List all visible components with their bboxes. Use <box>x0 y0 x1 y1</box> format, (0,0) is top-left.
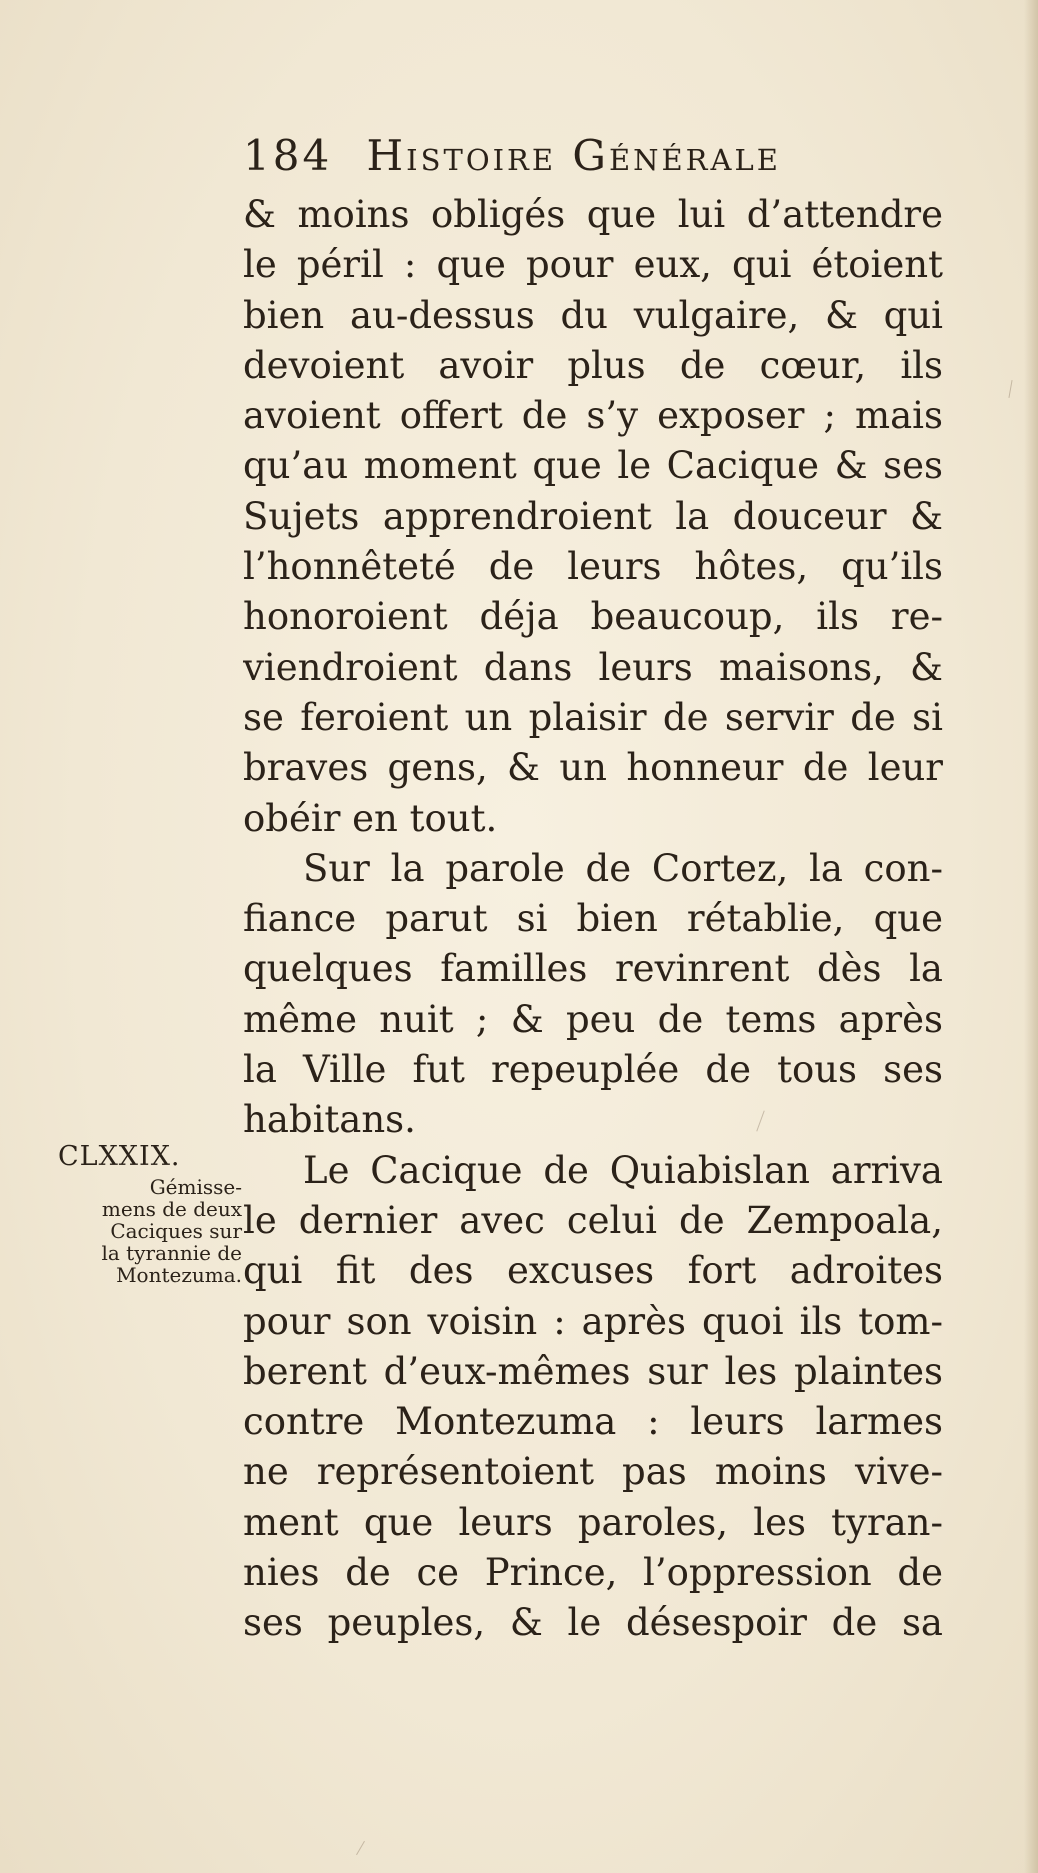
page-number: 184 <box>243 131 333 180</box>
gloss-line: la tyrannie de <box>101 1241 242 1265</box>
gloss-line: Montezuma. <box>116 1263 242 1287</box>
gloss-line: mens de deux <box>101 1197 242 1221</box>
text-line: ne représentoient pas moins vive- <box>243 1450 943 1494</box>
section-number: CLXXIX. <box>58 1141 181 1172</box>
text-line: qui fit des excuses fort adroites <box>243 1249 943 1293</box>
ink-speck <box>356 1841 365 1855</box>
text-line: même nuit ; & peu de tems après <box>243 997 943 1041</box>
running-title: Histoire Générale <box>366 131 781 180</box>
text-line: nies de ce Prince, l’oppression de <box>243 1551 943 1595</box>
text-line: berent d’eux-mêmes sur les plaintes <box>243 1349 943 1393</box>
text-line: obéir en tout. <box>243 796 498 840</box>
text-line: honoroient déja beaucoup, ils re- <box>243 595 943 639</box>
page-edge-shadow <box>1024 0 1038 1873</box>
text-line: bien au-dessus du vulgaire, & qui <box>243 293 943 337</box>
text-line: qu’au moment que le Cacique & ses <box>243 444 943 488</box>
running-header <box>243 128 933 184</box>
text-line: braves gens, & un honneur de leur <box>243 746 943 790</box>
text-line: ses peuples, & le désespoir de sa <box>243 1601 943 1645</box>
text-line: le dernier avec celui de Zempoala, <box>243 1198 943 1242</box>
gloss-line: Gémisse- <box>149 1175 242 1199</box>
text-line: avoient offert de s’y exposer ; mais <box>243 394 943 438</box>
text-line: Sujets apprendroient la douceur & <box>243 494 943 538</box>
text-line: contre Montezuma : leurs larmes <box>243 1400 943 1444</box>
text-line: l’honnêteté de leurs hôtes, qu’ils <box>243 545 943 589</box>
margin-gloss <box>52 1176 242 1286</box>
text-line: ment que leurs paroles, les tyran- <box>243 1500 943 1544</box>
text-line: habitans. <box>243 1098 416 1142</box>
text-line: le péril : que pour eux, qui étoient <box>243 243 943 287</box>
text-line: Le Cacique de Quiabislan arriva <box>303 1148 943 1192</box>
ink-speck <box>1008 380 1012 398</box>
text-line: la Ville fut repeuplée de tous ses <box>243 1048 943 1092</box>
text-line: Sur la parole de Cortez, la con- <box>303 846 943 890</box>
text-line: quelques familles revinrent dès la <box>243 947 943 991</box>
text-line: & moins obligés que lui d’attendre <box>243 193 943 236</box>
text-line: se feroient un plaisir de servir de si <box>243 695 943 739</box>
body-text <box>243 190 943 1649</box>
text-line: fiance parut si bien rétablie, que <box>243 897 943 941</box>
text-line: viendroient dans leurs maisons, & <box>243 645 943 689</box>
margin-note <box>52 1140 242 1286</box>
text-line: pour son voisin : après quoi ils tom- <box>243 1299 943 1343</box>
text-line: devoient avoir plus de cœur, ils <box>243 343 943 387</box>
gloss-line: Caciques sur <box>110 1219 242 1243</box>
